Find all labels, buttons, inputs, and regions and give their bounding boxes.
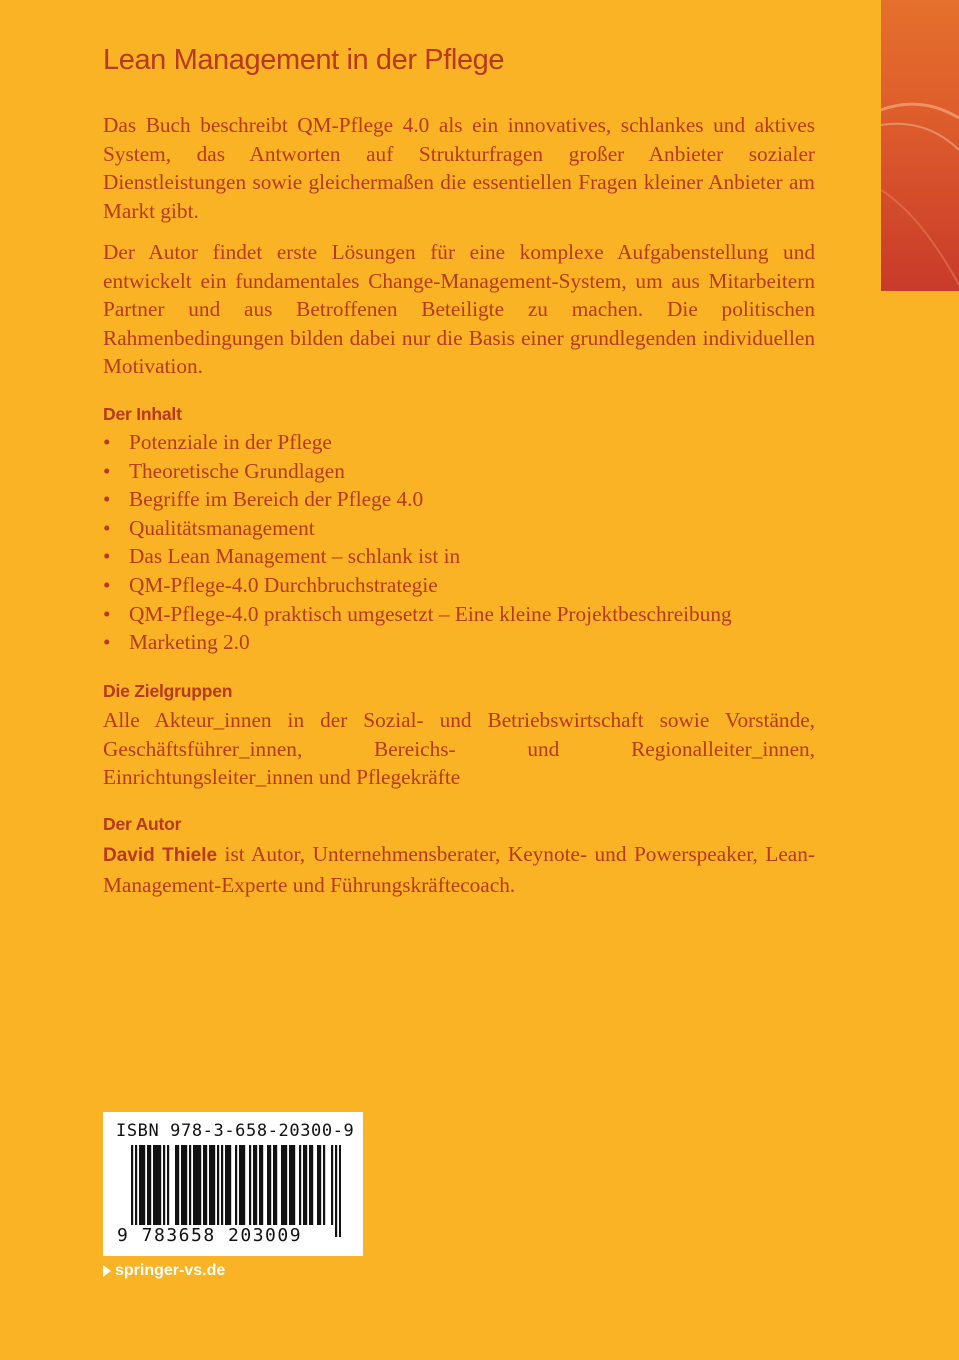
barcode-bar (157, 1145, 159, 1225)
barcode-bar (217, 1145, 219, 1225)
list-item: • Potenziale in der Pflege (103, 428, 732, 457)
list-item: • Marketing 2.0 (103, 628, 732, 657)
barcode-bar (335, 1145, 337, 1237)
author-bio-text: ist Autor, Unternehmensberater, Keynote- und Powerspeaker, Lean-Management-Experte und Führungskräftecoach. (103, 842, 815, 897)
triangle-right-icon (103, 1265, 111, 1277)
barcode-bar (167, 1145, 169, 1225)
barcode-bar (305, 1145, 307, 1225)
publisher-url[interactable]: springer-vs.de (115, 1262, 226, 1279)
barcode-bar (267, 1145, 269, 1225)
barcode-bar (163, 1145, 165, 1225)
isbn-label: ISBN 978-3-658-20300-9 (116, 1121, 355, 1141)
barcode-bar (141, 1145, 143, 1225)
list-item: • Das Lean Management – schlank ist in (103, 542, 732, 571)
barcode-bar (189, 1145, 191, 1225)
author-name: David Thiele (103, 845, 218, 866)
corner-accent-graphic (881, 0, 959, 291)
barcode-bar (159, 1145, 161, 1225)
barcode-bar (143, 1145, 145, 1225)
barcode-bar (303, 1145, 305, 1225)
barcode-bar (155, 1145, 157, 1225)
barcode-bar (177, 1145, 179, 1225)
barcode-bar (243, 1145, 245, 1225)
list-item: • QM-Pflege-4.0 Durchbruchstrategie (103, 571, 732, 600)
barcode-bar (275, 1145, 277, 1225)
description-paragraph-1: Das Buch beschreibt QM-Pflege 4.0 als ein innovatives, schlankes und aktives System, das Antworten auf Strukturfragen großer Anbieter sozialer Dienstleistungen sowie gleichermaßen die essentiellen Fragen kleiner Anbieter am Markt gibt. (103, 113, 815, 223)
barcode-bar (213, 1145, 215, 1225)
barcode-bar (269, 1145, 271, 1225)
barcode-bar (135, 1145, 137, 1237)
list-item: • Theoretische Grundlagen (103, 457, 732, 486)
author-bio (103, 840, 815, 899)
barcode-bar (225, 1145, 227, 1225)
barcode-bar (209, 1145, 211, 1225)
audience-heading: Die Zielgruppen (103, 681, 233, 701)
barcode-bar (249, 1145, 251, 1225)
audience-text: Alle Akteur_innen in der Sozial- und Betriebswirtschaft sowie Vorstände, Geschäftsführer_innen, Bereichs- und Regionalleiter_innen, Einrichtungsleiter_innen und Pflegekräfte (103, 708, 815, 790)
barcode-bar (309, 1145, 311, 1225)
barcode-bar (255, 1145, 257, 1225)
barcode-bar (339, 1145, 341, 1237)
list-item: • QM-Pflege-4.0 praktisch umgesetzt – Eine kleine Projektbeschreibung (103, 600, 732, 629)
barcode-bar (261, 1145, 263, 1225)
barcode-bar (259, 1145, 261, 1225)
barcode-bar (289, 1145, 291, 1225)
barcode-bar (197, 1145, 199, 1225)
barcode-bar (229, 1145, 231, 1225)
barcode-bar (253, 1145, 255, 1225)
barcode-bar (195, 1145, 197, 1225)
barcode-bar (331, 1145, 333, 1225)
barcode-bar (299, 1145, 301, 1225)
barcode-bar (241, 1145, 243, 1237)
barcode-bar (239, 1145, 241, 1237)
barcode-bar (323, 1145, 325, 1225)
list-item: • Begriffe im Bereich der Pflege 4.0 (103, 485, 732, 514)
isbn-barcode (103, 1112, 363, 1256)
barcode-bar (183, 1145, 185, 1225)
barcode-bar (317, 1145, 319, 1225)
contents-list (103, 428, 732, 657)
barcode-bar (291, 1145, 293, 1225)
barcode-bar (221, 1145, 223, 1225)
contents-heading: Der Inhalt (103, 404, 182, 424)
barcode-bar (185, 1145, 187, 1225)
barcode-bar (199, 1145, 201, 1225)
barcode-bar (193, 1145, 195, 1225)
barcode-bar (205, 1145, 207, 1225)
barcode-bar (203, 1145, 205, 1225)
barcode-bar (283, 1145, 285, 1225)
barcode-bar (319, 1145, 321, 1225)
barcode-bar (147, 1145, 149, 1225)
barcode-bar (293, 1145, 295, 1225)
barcode-bar (281, 1145, 283, 1225)
list-item: • Qualitätsmanagement (103, 514, 732, 543)
barcode-bar (235, 1145, 237, 1237)
publisher-link[interactable] (103, 1262, 225, 1280)
barcode-bar (153, 1145, 155, 1225)
barcode-bar (273, 1145, 275, 1225)
barcode-bar (131, 1145, 133, 1237)
description-paragraph-2: Der Autor findet erste Lösungen für eine komplexe Aufgabenstellung und entwickelt ein fundamentales Change-Management-System, um aus Mitarbeitern Partner und aus Betroffenen Beteiligte zu machen. Die politischen Rahmenbedingungen bilden dabei nur die Basis einer grundlegenden individuellen Motivation. (103, 240, 815, 379)
isbn-digits: 9 783658 203009 (117, 1225, 303, 1246)
barcode-bar (227, 1145, 229, 1225)
barcode-bar (175, 1145, 177, 1225)
barcode-bar (285, 1145, 287, 1225)
author-heading: Der Autor (103, 814, 182, 834)
barcode-bar (211, 1145, 213, 1225)
barcode-bar (149, 1145, 151, 1225)
book-title: Lean Management in der Pflege (103, 44, 505, 76)
barcode-bar (139, 1145, 141, 1225)
barcode-bar (181, 1145, 183, 1225)
barcode-bar (311, 1145, 313, 1225)
